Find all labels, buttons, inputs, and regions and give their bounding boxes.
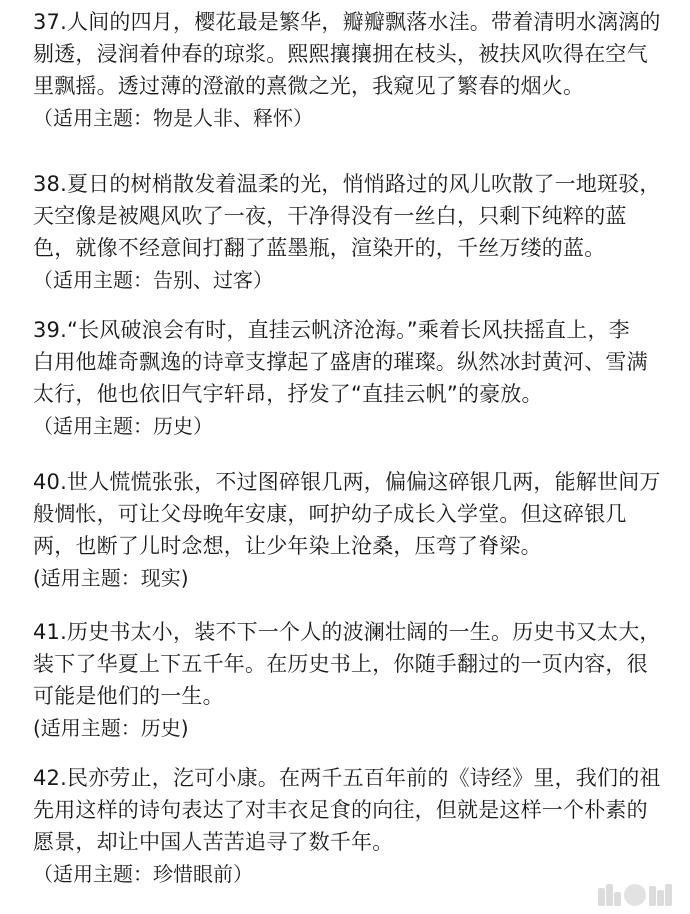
entry-40 <box>33 466 673 594</box>
entry-line: 39.“长风破浪会有时，直挂云帆济沧海。”乘着长风扶摇直上，李 <box>33 318 630 342</box>
entry-line: 装下了华夏上下五千年。在历史书上，你随手翻过的一页内容，很 <box>33 652 648 676</box>
entry-42 <box>33 762 673 890</box>
watermark-bar <box>657 890 664 906</box>
watermark-bar <box>598 888 605 906</box>
entry-39 <box>33 314 673 442</box>
entry-line: 40.世人慌慌张张，不过图碎银几两，偏偏这碎银几两，能解世间万 <box>33 470 661 494</box>
watermark-bar <box>649 886 656 906</box>
entry-line: 白用他雄奇飘逸的诗章支撑起了盛唐的璀璨。纵然冰封黄河、雪满 <box>33 350 648 374</box>
watermark-bar <box>614 892 621 906</box>
entry-theme: （适用主题：珍惜眼前） <box>33 862 253 886</box>
entry-38 <box>33 168 673 296</box>
entry-line: 般惆怅，可让父母晚年安康，呵护幼子成长入学堂。但这碎银几 <box>33 502 627 526</box>
entry-line: 两，也断了儿时念想，让少年染上沧桑，压弯了脊梁。 <box>33 534 542 558</box>
watermark-logo <box>598 880 672 906</box>
entry-line: 里飘摇。透过薄的澄澈的熹微之光，我窥见了繁春的烟火。 <box>33 74 585 98</box>
watermark-circle <box>624 884 646 906</box>
entry-line: 天空像是被飓风吹了一夜，干净得没有一丝白，只剩下纯粹的蓝 <box>33 204 627 228</box>
entry-line: 37.人间的四月，樱花最是繁华，瓣瓣飘落水洼。带着清明水漓漓的 <box>33 10 661 34</box>
entry-line: 可能是他们的一生。 <box>33 684 224 708</box>
entry-theme: （适用主题：历史） <box>33 414 213 438</box>
entry-line: 先用这样的诗句表达了对丰衣足食的向往，但就是这样一个朴素的 <box>33 798 648 822</box>
watermark-bar <box>665 884 672 906</box>
entry-line: 色，就像不经意间打翻了蓝墨瓶，渲染开的，千丝万缕的蓝。 <box>33 236 606 260</box>
entry-line: 38.夏日的树梢散发着温柔的光，悄悄路过的风儿吹散了一地斑驳， <box>33 172 661 196</box>
entry-theme: (适用主题：历史) <box>33 716 189 740</box>
entry-41 <box>33 616 673 744</box>
entry-line: 愿景，却让中国人苦苦追寻了数千年。 <box>33 830 394 854</box>
entry-theme: （适用主题：物是人非、释怀） <box>33 106 313 130</box>
entry-theme: (适用主题：现实) <box>33 566 189 590</box>
entry-line: 41.历史书太小，装不下一个人的波澜壮阔的一生。历史书又太大， <box>33 620 661 644</box>
watermark-bar <box>606 884 613 906</box>
entry-line: 太行，他也依旧气宇轩昂，抒发了“直挂云帆”的豪放。 <box>33 382 543 406</box>
entry-theme: （适用主题：告别、过客） <box>33 268 273 292</box>
entry-37 <box>33 6 673 134</box>
entry-line: 42.民亦劳止，汔可小康。在两千五百年前的《诗经》里，我们的祖 <box>33 766 661 790</box>
entry-line: 剔透，浸润着仲春的琼浆。熙熙攘攘拥在枝头，被扶风吹得在空气 <box>33 42 648 66</box>
